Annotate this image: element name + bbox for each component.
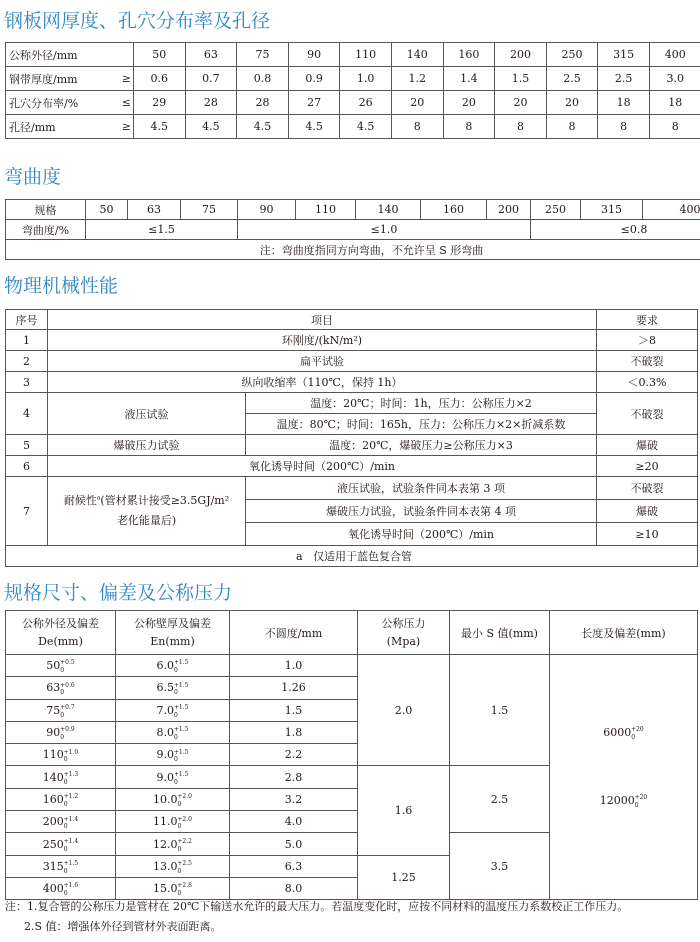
en-value: $11.0_0^{+2.0}$	[153, 815, 192, 831]
mesh-cell: 140	[391, 43, 443, 67]
row-condition: 温度：20℃，爆破压力≥公称压力×3	[246, 435, 597, 456]
bend-value: ≤1.0	[238, 220, 531, 240]
row-condition: 氧化诱导时间（200℃）/min	[246, 523, 597, 546]
header-en: 公称壁厚及偏差 En(mm)	[116, 611, 230, 655]
en-cell	[116, 788, 230, 810]
row-condition: 液压试验，试验条件同本表第 3 项	[246, 477, 597, 500]
en-cell	[116, 855, 230, 877]
roundness-cell: 2.8	[230, 766, 358, 788]
mesh-cell: 29	[134, 91, 186, 115]
row-item: 环刚度/(kN/m²)	[48, 330, 597, 351]
en-cell	[116, 877, 230, 899]
mesh-cell: 26	[340, 91, 392, 115]
mesh-cell: 20	[391, 91, 443, 115]
mesh-row	[6, 91, 700, 115]
mesh-cell: 28	[185, 91, 237, 115]
mesh-row-label: 孔穴分布率/% ≤	[6, 91, 134, 115]
mesh-cell: 8	[546, 115, 598, 139]
header-s-value: 最小 S 值(mm)	[450, 611, 550, 655]
de-cell	[6, 677, 116, 699]
section-title-bend: 弯曲度	[4, 166, 62, 188]
en-value: $13.0_0^{+2.5}$	[153, 859, 192, 875]
en-value: $7.0_0^{+1.5}$	[156, 703, 189, 719]
mesh-cell: 75	[237, 43, 289, 67]
mesh-row-label: 孔径/mm ≥	[6, 115, 134, 139]
mesh-row	[6, 67, 700, 91]
row-req: 爆破	[597, 500, 698, 523]
row-req: ≥10	[597, 523, 698, 546]
en-cell	[116, 721, 230, 743]
footnote	[6, 546, 698, 567]
en-value: $6.0_0^{+1.5}$	[156, 659, 189, 675]
spec-table	[5, 610, 698, 900]
en-value: $15.0_0^{+2.8}$	[153, 882, 192, 898]
row-no: 3	[6, 372, 48, 393]
en-cell	[116, 655, 230, 677]
bend-spec: 63	[128, 200, 181, 220]
section-title-mesh: 钢板网厚度、孔穴分布率及孔径	[4, 10, 271, 32]
mesh-cell: 28	[237, 91, 289, 115]
mesh-cell: 90	[288, 43, 340, 67]
mesh-cell: 1.2	[391, 67, 443, 91]
weather-label: 耐候性	[63, 494, 97, 507]
en-cell	[116, 811, 230, 833]
en-cell	[116, 833, 230, 855]
mesh-cell: 50	[134, 43, 186, 67]
mesh-cell: 4.5	[237, 115, 289, 139]
row-item: 液压试验	[48, 393, 246, 435]
bend-spec: 140	[356, 200, 421, 220]
en-value: $10.0_0^{+2.0}$	[153, 792, 192, 809]
mesh-cell: 27	[288, 91, 340, 115]
row-no: 5	[6, 435, 48, 456]
mesh-row	[6, 115, 700, 139]
length-value: $12000_0^{+20}$	[599, 794, 648, 810]
mesh-cell: 160	[443, 43, 495, 67]
row-req: 不破裂	[597, 393, 698, 435]
row-no: 7	[6, 477, 48, 546]
section-title-spec: 规格尺寸、偏差及公称压力	[4, 582, 233, 604]
de-cell	[6, 855, 116, 877]
mesh-cell: 8	[598, 115, 650, 139]
mesh-cell: 18	[598, 91, 650, 115]
header-item: 项目	[48, 310, 597, 330]
en-value: $8.0_0^{+1.5}$	[156, 726, 189, 742]
row-no: 6	[6, 456, 48, 477]
en-value: $9.0_0^{+1.5}$	[156, 770, 189, 786]
en-value: $12.0_0^{+2.2}$	[153, 837, 192, 853]
de-value: $75_0^{+0.7}$	[46, 703, 75, 719]
de-value: $160_0^{+1.2}$	[42, 792, 79, 809]
length-value: $6000_0^{+20}$	[603, 726, 644, 742]
bend-value: ≤0.8	[531, 220, 700, 240]
de-value: $110_0^{+1.0}$	[42, 748, 79, 764]
row-req: 爆破	[597, 435, 698, 456]
de-value: $63_0^{+0.6}$	[46, 681, 75, 697]
bend-spec: 110	[296, 200, 356, 220]
row-req: ＜0.3%	[597, 372, 698, 393]
mesh-cell: 63	[185, 43, 237, 67]
bend-value: ≤1.5	[86, 220, 238, 240]
header-roundness: 不圆度/mm	[230, 611, 358, 655]
mesh-cell: 20	[546, 91, 598, 115]
de-value: $140_0^{+1.3}$	[42, 770, 79, 786]
mesh-cell: 0.9	[288, 67, 340, 91]
bend-spec: 250	[531, 200, 581, 220]
row-no: 2	[6, 351, 48, 372]
mesh-table	[5, 42, 700, 139]
row-condition: 爆破压力试验，试验条件同本表第 4 项	[246, 500, 597, 523]
mesh-cell: 315	[598, 43, 650, 67]
row-condition: 温度：20℃；时间：1h，压力：公称压力×2	[246, 393, 597, 414]
de-value: $250_0^{+1.4}$	[42, 837, 79, 853]
mesh-cell: 400	[649, 43, 700, 67]
mesh-cell: 1.5	[495, 67, 547, 91]
roundness-cell: 1.0	[230, 655, 358, 677]
de-cell	[6, 833, 116, 855]
bend-spec: 75	[181, 200, 238, 220]
bend-spec: 50	[86, 200, 128, 220]
header-req: 要求	[597, 310, 698, 330]
pressure-cell: 1.6	[358, 766, 450, 855]
roundness-cell: 1.26	[230, 677, 358, 699]
bend-spec: 200	[487, 200, 531, 220]
mesh-cell: 8	[495, 115, 547, 139]
en-cell	[116, 744, 230, 766]
s-value-cell: 1.5	[450, 655, 550, 766]
de-cell	[6, 655, 116, 677]
spec-row	[6, 655, 698, 677]
row-item: 纵向收缩率（110℃，保持 1h）	[48, 372, 597, 393]
bend-spec: 90	[238, 200, 296, 220]
mesh-cell: 0.8	[237, 67, 289, 91]
header-de: 公称外径及偏差 De(mm)	[6, 611, 116, 655]
row-item	[48, 477, 246, 546]
mesh-row-label: 钢带厚度/mm ≥	[6, 67, 134, 91]
mesh-cell: 20	[443, 91, 495, 115]
en-cell	[116, 766, 230, 788]
footnote-mark: a	[96, 494, 101, 502]
header-no: 序号	[6, 310, 48, 330]
row-req: ＞8	[597, 330, 698, 351]
de-cell	[6, 811, 116, 833]
roundness-cell: 4.0	[230, 811, 358, 833]
weather-label-2: (管材累计接受≥3.5GJ/m²	[100, 494, 230, 507]
bend-note: 注：弯曲度指同方向弯曲，不允许呈 S 形弯曲	[6, 240, 700, 260]
mesh-cell: 3.0	[649, 67, 700, 91]
row-no: 1	[6, 330, 48, 351]
row-item: 氧化诱导时间（200℃）/min	[48, 456, 597, 477]
mesh-cell: 8	[443, 115, 495, 139]
mesh-cell: 18	[649, 91, 700, 115]
mesh-row-label: 公称外径/mm	[6, 43, 134, 67]
mesh-cell: 1.0	[340, 67, 392, 91]
de-cell	[6, 744, 116, 766]
mesh-cell: 2.5	[598, 67, 650, 91]
de-value: $400_0^{+1.6}$	[42, 882, 79, 898]
mechanical-table	[5, 309, 698, 567]
de-cell	[6, 788, 116, 810]
roundness-cell: 6.3	[230, 855, 358, 877]
s-value-cell: 2.5	[450, 766, 550, 833]
de-value: $200_0^{+1.4}$	[42, 815, 79, 831]
bend-spec: 315	[581, 200, 643, 220]
mesh-row	[6, 43, 700, 67]
bend-spec: 160	[421, 200, 487, 220]
mesh-cell: 4.5	[185, 115, 237, 139]
weather-label-3: 老化能量后)	[116, 514, 177, 527]
mesh-cell: 8	[391, 115, 443, 139]
row-item: 爆破压力试验	[48, 435, 246, 456]
row-no: 4	[6, 393, 48, 435]
mesh-cell: 110	[340, 43, 392, 67]
de-cell	[6, 877, 116, 899]
mesh-cell: 20	[495, 91, 547, 115]
section-title-mechanical: 物理机械性能	[4, 275, 119, 297]
length-cell	[550, 655, 698, 900]
de-value: $315_0^{+1.5}$	[42, 859, 79, 875]
roundness-cell: 2.2	[230, 744, 358, 766]
mesh-cell: 4.5	[288, 115, 340, 139]
mesh-cell: 200	[495, 43, 547, 67]
mesh-cell: 1.4	[443, 67, 495, 91]
de-cell	[6, 699, 116, 721]
mesh-cell: 8	[649, 115, 700, 139]
en-cell	[116, 699, 230, 721]
row-item: 扁平试验	[48, 351, 597, 372]
roundness-cell: 1.8	[230, 721, 358, 743]
pressure-cell: 1.25	[358, 855, 450, 900]
bend-spec-label: 规格	[6, 200, 86, 220]
bend-table	[5, 199, 700, 260]
mesh-cell: 250	[546, 43, 598, 67]
mesh-cell: 2.5	[546, 67, 598, 91]
roundness-cell: 8.0	[230, 877, 358, 899]
header-pressure: 公称压力 (Mpa)	[358, 611, 450, 655]
mesh-cell: 0.6	[134, 67, 186, 91]
s-value-cell: 3.5	[450, 833, 550, 900]
footnote-text: 仅适用于蓝色复合管	[313, 550, 413, 563]
roundness-cell: 5.0	[230, 833, 358, 855]
bend-label: 弯曲度/%	[6, 220, 86, 240]
row-req: 不破裂	[597, 477, 698, 500]
de-cell	[6, 766, 116, 788]
en-value: $9.0_0^{+1.5}$	[156, 748, 189, 764]
roundness-cell: 3.2	[230, 788, 358, 810]
row-req: 不破裂	[597, 351, 698, 372]
en-value: $6.5_0^{+1.5}$	[156, 681, 189, 697]
de-cell	[6, 721, 116, 743]
roundness-cell: 1.5	[230, 699, 358, 721]
footnote-mark: a	[296, 550, 303, 563]
spec-note-2: 2.S 值：增强体外径到管材外表面距离。	[24, 920, 222, 933]
bend-spec: 400	[643, 200, 700, 220]
row-condition: 温度：80℃；时间：165h，压力：公称压力×2×折减系数	[246, 414, 597, 435]
pressure-cell: 2.0	[358, 655, 450, 766]
header-length: 长度及偏差(mm)	[550, 611, 698, 655]
mesh-cell: 4.5	[134, 115, 186, 139]
en-cell	[116, 677, 230, 699]
mesh-cell: 4.5	[340, 115, 392, 139]
spec-note-1: 注：1.复合管的公称压力是管材在 20℃下输送水允许的最大压力。若温度变化时，应按不同材料的温度压力系数校正工作压力。	[5, 900, 629, 913]
row-req: ≥20	[597, 456, 698, 477]
de-value: $50_0^{+0.5}$	[46, 659, 75, 675]
de-value: $90_0^{+0.9}$	[46, 726, 75, 742]
mesh-cell: 0.7	[185, 67, 237, 91]
